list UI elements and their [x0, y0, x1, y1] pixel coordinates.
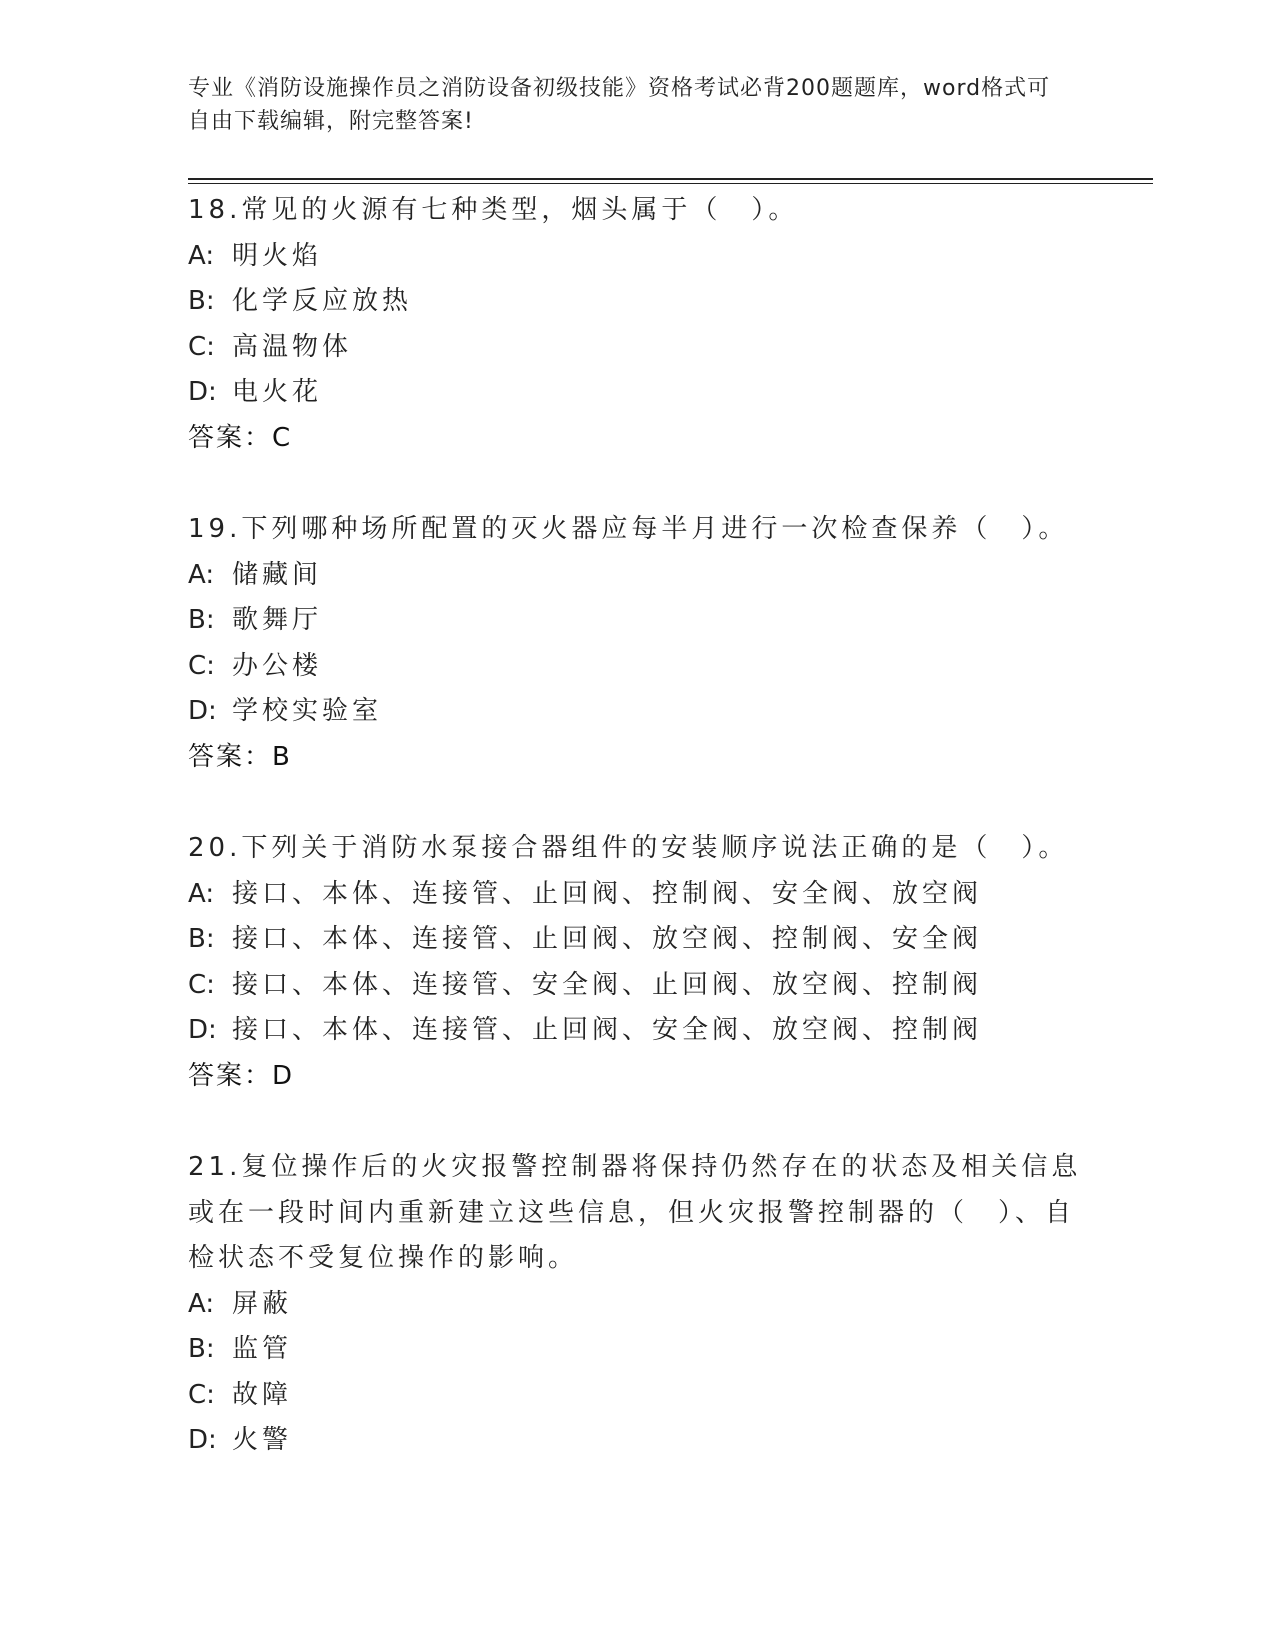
- answer-line: [188, 416, 1088, 462]
- question-list: [188, 188, 1088, 1510]
- option-d: [188, 370, 1088, 416]
- option-text: 办公楼: [232, 650, 323, 681]
- question-stem: 20.下列关于消防水泵接合器组件的安装顺序说法正确的是（ ）。: [188, 833, 1069, 863]
- option-letter: A:: [188, 240, 215, 271]
- option-letter: A:: [188, 878, 215, 909]
- option-text: 电火花: [232, 377, 323, 407]
- option-letter: B:: [188, 286, 215, 316]
- answer-value: D: [272, 1060, 295, 1091]
- option-b: [188, 598, 1088, 644]
- option-letter: B:: [188, 924, 215, 954]
- option-text: 故障: [232, 1379, 293, 1410]
- option-b: [188, 279, 1088, 325]
- option-a: [188, 1282, 1088, 1328]
- option-letter: C:: [188, 1379, 215, 1410]
- option-letter: C:: [188, 969, 215, 1000]
- option-text: 接口、本体、连接管、止回阀、放空阀、控制阀、安全阀: [232, 924, 983, 954]
- document-header: 专业《消防设施操作员之消防设备初级技能》资格考试必背200题题库，word格式可自由下载编辑，附完整答案!: [188, 76, 1051, 134]
- option-text: 火警: [232, 1425, 293, 1455]
- option-text: 接口、本体、连接管、安全阀、止回阀、放空阀、控制阀: [232, 969, 983, 1000]
- question-19: [188, 507, 1088, 780]
- option-text: 屏蔽: [232, 1288, 293, 1319]
- option-c: [188, 325, 1088, 371]
- option-d: [188, 1008, 1088, 1054]
- option-d: [188, 1418, 1088, 1464]
- header-divider-thick: [188, 178, 1153, 180]
- option-text: 明火焰: [232, 240, 323, 271]
- answer-line: [188, 735, 1088, 781]
- option-letter: B:: [188, 605, 215, 635]
- answer-label: 答案：: [188, 422, 273, 453]
- option-text: 化学反应放热: [232, 286, 413, 316]
- option-text: 高温物体: [232, 331, 353, 362]
- option-b: [188, 917, 1088, 963]
- option-letter: B:: [188, 1334, 215, 1364]
- option-text: 学校实验室: [232, 696, 383, 726]
- question-stem: 18.常见的火源有七种类型，烟头属于（ ）。: [188, 195, 799, 225]
- option-letter: C:: [188, 650, 215, 681]
- option-letter: D:: [188, 377, 217, 407]
- option-letter: A:: [188, 1288, 215, 1319]
- option-letter: D:: [188, 1015, 217, 1045]
- option-letter: C:: [188, 331, 215, 362]
- option-a: [188, 553, 1088, 599]
- option-text: 监管: [232, 1334, 293, 1364]
- answer-value: B: [272, 741, 292, 772]
- question-stem: 21.复位操作后的火灾报警控制器将保持仍然存在的状态及相关信息或在一段时间内重新建立这些信息，但火灾报警控制器的（ ）、自检状态不受复位操作的影响。: [188, 1152, 1082, 1273]
- option-text: 接口、本体、连接管、止回阀、控制阀、安全阀、放空阀: [232, 878, 983, 909]
- answer-label: 答案：: [188, 1060, 273, 1091]
- answer-label: 答案：: [188, 741, 273, 772]
- option-a: [188, 872, 1088, 918]
- option-text: 接口、本体、连接管、止回阀、安全阀、放空阀、控制阀: [232, 1015, 983, 1045]
- answer-line: [188, 1054, 1088, 1100]
- option-d: [188, 689, 1088, 735]
- option-letter: D:: [188, 696, 217, 726]
- option-c: [188, 644, 1088, 690]
- option-c: [188, 963, 1088, 1009]
- answer-value: C: [272, 422, 293, 453]
- option-text: 储藏间: [232, 559, 323, 590]
- option-letter: D:: [188, 1425, 217, 1455]
- header-divider-thin: [188, 183, 1153, 184]
- question-20: [188, 826, 1088, 1099]
- option-a: [188, 234, 1088, 280]
- option-text: 歌舞厅: [232, 605, 323, 635]
- option-c: [188, 1373, 1088, 1419]
- option-b: [188, 1327, 1088, 1373]
- option-letter: A:: [188, 559, 215, 590]
- question-21: [188, 1145, 1088, 1464]
- question-stem: 19.下列哪种场所配置的灭火器应每半月进行一次检查保养（ ）。: [188, 514, 1069, 544]
- question-18: [188, 188, 1088, 461]
